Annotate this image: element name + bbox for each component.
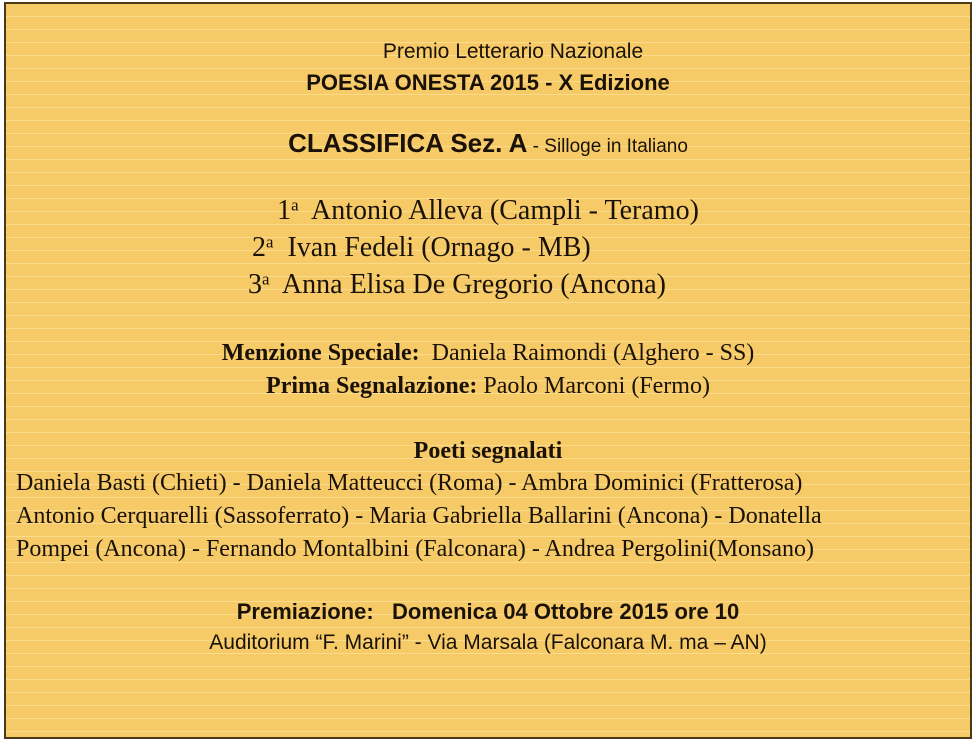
ranking-name: Ivan Fedeli (Ornago - MB)	[287, 232, 591, 263]
ranking-place: 3	[248, 269, 262, 300]
ranking-place: 1	[277, 195, 292, 226]
announcement-card	[4, 2, 972, 739]
reported-poets-line-1: Daniela Basti (Chieti) - Daniela Matteucci (Roma) - Ambra Dominici (Fratterosa)	[16, 470, 803, 496]
ranking-place: 2	[252, 232, 266, 263]
edition-title: POESIA ONESTA 2015 - X Edizione	[306, 70, 670, 95]
award-ceremony-venue: Auditorium “F. Marini” - Via Marsala (Falconara M. ma – AN)	[209, 631, 767, 654]
first-report	[6, 373, 970, 400]
ranking-name: Antonio Alleva (Campli - Teramo)	[311, 195, 699, 226]
award-ceremony-when: Domenica 04 Ottobre 2015 ore 10	[392, 599, 740, 624]
section-title: CLASSIFICA Sez. A	[288, 128, 528, 158]
ranking-item-1: 1$^a$ Antonio Alleva (Campli - Teramo)	[277, 195, 699, 226]
section-heading	[6, 128, 970, 159]
first-report-label: Prima Segnalazione:	[266, 373, 478, 399]
award-ceremony-date	[6, 599, 970, 625]
first-report-value: Paolo Marconi (Fermo)	[483, 373, 710, 399]
section-subtitle: - Silloge in Italiano	[527, 136, 688, 157]
special-mention-label: Menzione Speciale:	[221, 340, 420, 366]
award-ceremony-label: Premiazione:	[236, 599, 374, 624]
reported-poets-line-3: Pompei (Ancona) - Fernando Montalbini (Falconara) - Andrea Pergolini(Monsano)	[16, 536, 815, 562]
reported-poets-line-2: Antonio Cerquarelli (Sassoferrato) - Maria Gabriella Ballarini (Ancona) - Donatella	[16, 503, 822, 529]
prize-name: Premio Letterario Nazionale	[382, 40, 644, 63]
ranking-name: Anna Elisa De Gregorio (Ancona)	[281, 269, 667, 300]
ranking-item-2: 2$^a$ Ivan Fedeli (Ornago - MB)	[252, 232, 591, 263]
special-mention	[6, 340, 970, 367]
special-mention-value: Daniela Raimondi (Alghero - SS)	[431, 340, 755, 366]
reported-poets-heading: Poeti segnalati	[413, 438, 563, 464]
ranking-item-3: 3$^a$ Anna Elisa De Gregorio (Ancona)	[248, 269, 667, 300]
